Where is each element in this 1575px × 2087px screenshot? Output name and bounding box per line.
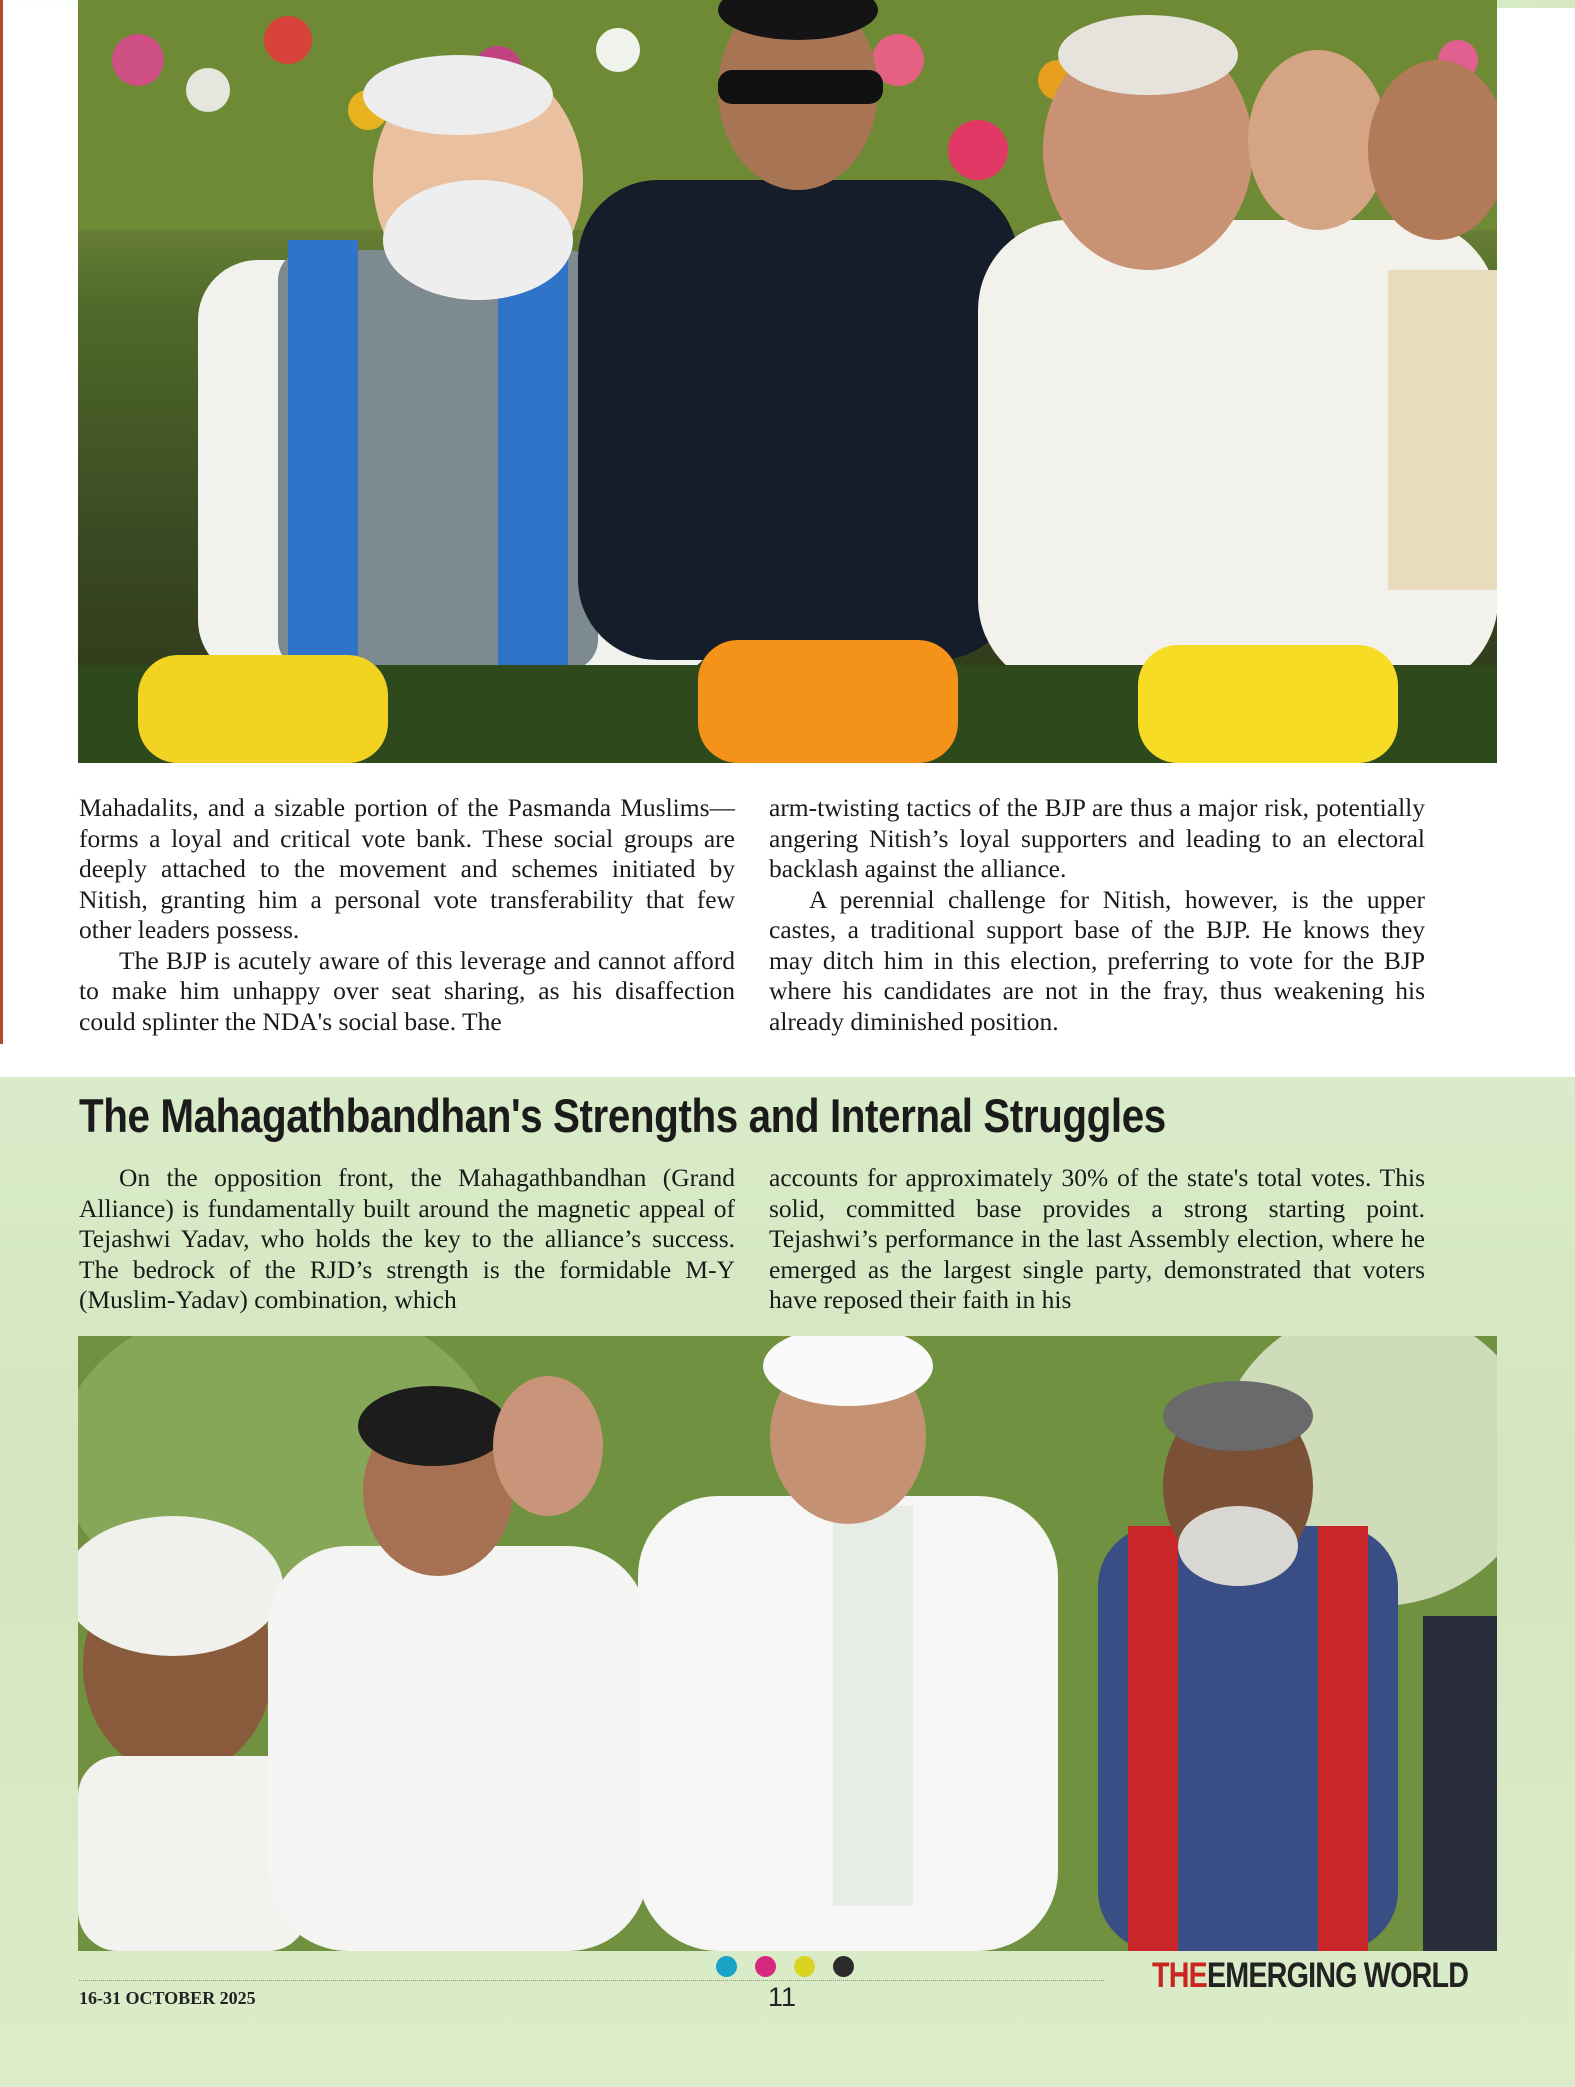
paragraph: The BJP is acutely aware of this leverage and cannot afford to make him unhappy over seat sharing, as his disaffection could splinter the NDA's social base. The	[79, 945, 735, 1036]
color-dot-yellow	[794, 1956, 815, 1977]
color-dot-magenta	[755, 1956, 776, 1977]
page-number: 11	[768, 1982, 797, 2012]
stage-photo	[78, 0, 1497, 763]
issue-date: 16-31 OCTOBER 2025	[79, 1988, 256, 2008]
paragraph: accounts for approximately 30% of the state's total votes. This solid, committed base provides a strong starting point. Tejashwi’s performance in the last Assembly election, where he emerged as the largest single party, demonstrated that voters have reposed their faith in his	[769, 1163, 1425, 1314]
footer-rule	[79, 1980, 1104, 1981]
article-column-section-left	[79, 1163, 735, 1316]
paragraph: arm-twisting tactics of the BJP are thus a major risk, potentially angering Nitish’s loyal supporters and leading to an electoral backlash against the alliance.	[769, 793, 1425, 883]
section-headline: The Mahagathbandhan's Strengths and Internal Struggles	[79, 1089, 1166, 1142]
rally-photo	[78, 1336, 1497, 1951]
color-dot-black	[833, 1956, 854, 1977]
logo-name: EMERGING WORLD	[1206, 1956, 1469, 1995]
left-margin-rule	[0, 0, 3, 1044]
article-column-top-right	[769, 793, 1425, 1037]
logo-prefix: THE	[1152, 1956, 1207, 1995]
paragraph: A perennial challenge for Nitish, however, is the upper castes, a traditional support base of the BJP. He knows they may ditch him in this election, preferring to vote for the BJP where his candidates are not in the fray, thus weakening his already diminished position.	[769, 884, 1425, 1036]
article-column-section-right	[769, 1163, 1425, 1316]
publication-logo	[1152, 1956, 1468, 1996]
article-column-top-left	[79, 793, 735, 1037]
footer-color-dots	[716, 1956, 854, 1977]
paragraph: Mahadalits, and a sizable portion of the Pasmanda Muslims—forms a loyal and critical vote bank. These social groups are deeply attached to the movement and schemes initiated by Nitish, granting him a personal vote transferability that few other leaders possess.	[79, 793, 735, 944]
paragraph: On the opposition front, the Mahagathbandhan (Grand Alliance) is fundamentally built around the magnetic appeal of Tejashwi Yadav, who holds the key to the alliance’s success. The bedrock of the RJD’s strength is the formidable M-Y (Muslim-Yadav) combination, which	[79, 1163, 735, 1314]
color-dot-cyan	[716, 1956, 737, 1977]
